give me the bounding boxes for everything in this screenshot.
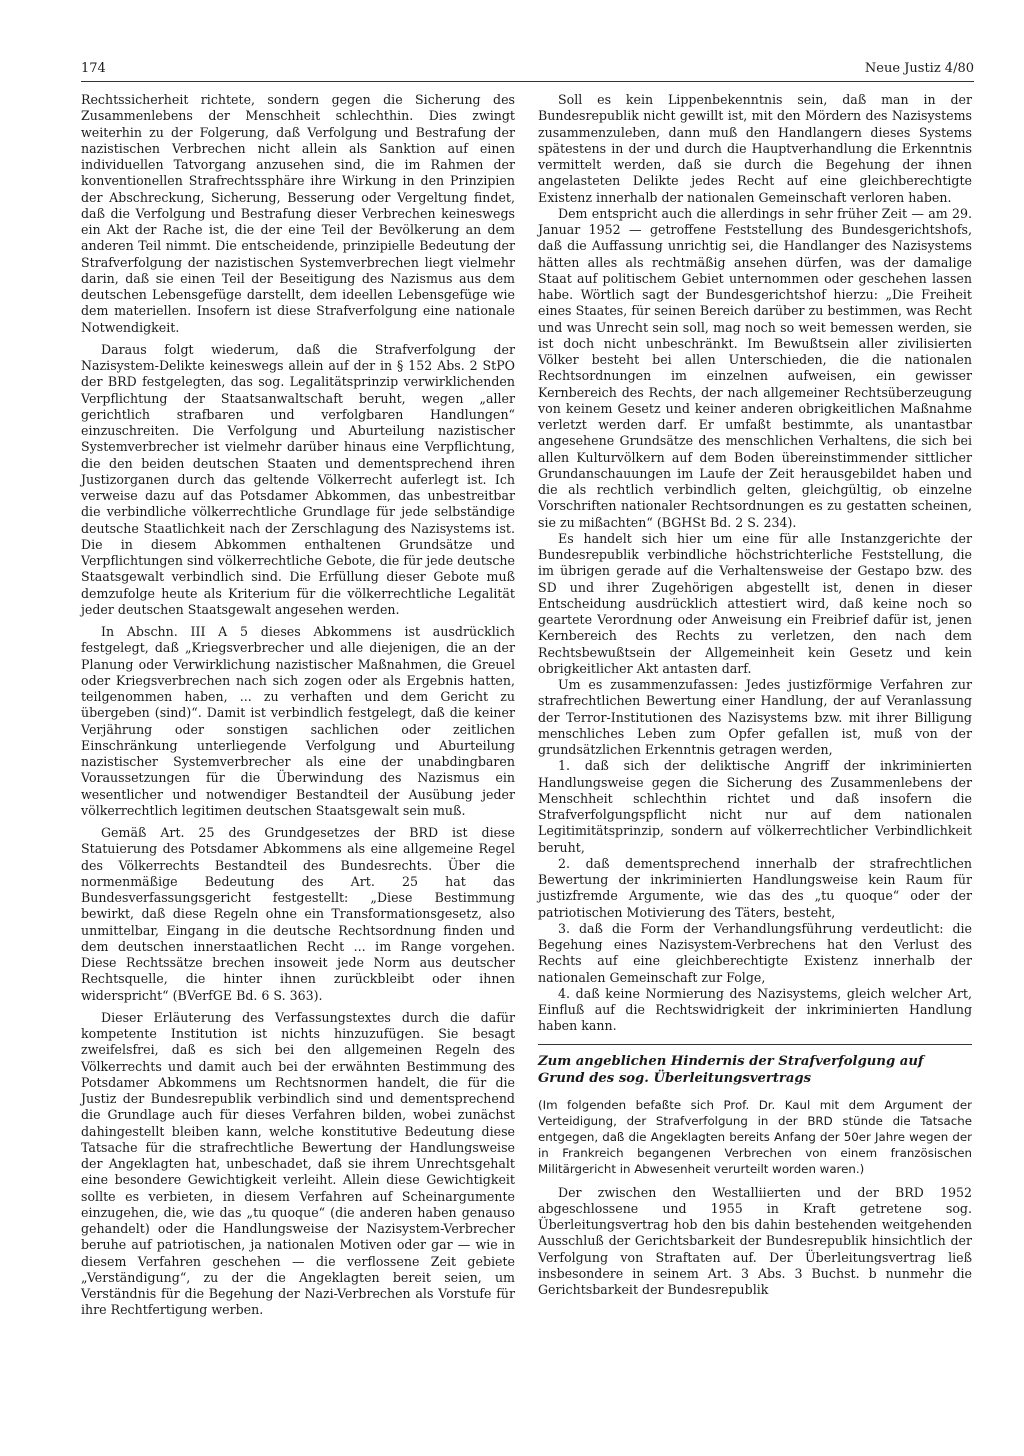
page-header	[81, 61, 974, 79]
body-paragraph: In Abschn. III A 5 dieses Abkommens ist ausdrücklich festgelegt, daß „Kriegsverbrecher und alle diejenigen, die an der Planung oder Verwirklichung nazistischer Maßnahmen, die Greuel oder Kriegsverbrechen nach sich zogen oder als Ergebnis hatten, teilgenommen haben, ... zu verhaften und dem Gericht zu übergeben (sind)“. Damit ist verbindlich festgelegt, daß die keiner Verjährung oder sonstigen sachlichen oder zeitlichen Einschränkung unterliegende Verfolgung und Aburteilung nazistischer Systemverbrecher als eine der unabdingbaren Voraussetzungen für die Überwindung des Nazismus ein wesentlicher und notwendiger Bestandteil der Ausübung jeder völkerrechtlich legitimen deutschen Staatsgewalt sein muß.	[81, 624, 515, 818]
body-paragraph: Dieser Erläuterung des Verfassungstextes durch die dafür kompetente Institution ist nichts hinzuzufügen. Sie besagt zweifelsfrei, daß es sich bei den allgemeinen Regeln des Völkerrechts und damit auch bei der erwähnten Bestimmung des Potsdamer Abkommens um Rechtsnormen handelt, die für die Justiz der Bundesrepublik verbindlich sind und dementsprechend die Grundlage auch für dieses Verfahren bilden, wobei zunächst dahingestellt bleiben kann, welche konstitutive Bedeutung diese Tatsache für die strafrechtliche Bewertung der Handlungsweise der Angeklagten hat, unbeschadet, daß sie ihrem Unrechtsgehalt eine besondere Gewichtigkeit verleiht. Allein diese Gewichtigkeit sollte es verbieten, in diesem Verfahren auf Scheinargumente einzugehen, die, wie das „tu quoque“ (die anderen haben genauso gehandelt) oder die Handlungsweise der Nazisystem-Verbrecher beruhe auf patriotischen, ja nationalen Motiven oder gar — wie in diesem Verfahren geschehen — die verflossene Zeit gebiete „Verständigung“, zu der die Angeklagten bereit seien, um Verständnis für die Begehung der Nazi-Verbrechen als Vorstufe für ihre Rechtfertigung werben.	[81, 1009, 515, 1318]
body-paragraph: Um es zusammenzufassen: Jedes justizförmige Verfahren zur strafrechtlichen Bewertung einer Handlung, der auf Veranlassung der Terror-Institutionen des Nazisystems bzw. mit ihrer Billigung menschliches Leben zum Opfer gefallen ist, muß von der grundsätzlichen Erkenntnis getragen werden,	[538, 677, 972, 757]
body-paragraph: Es handelt sich hier um eine für alle Instanzgerichte der Bundesrepublik verbindliche höchstrichterliche Feststellung, die im übrigen gerade auf die Verhaltensweise der Gestapo bzw. des SD und ihrer Zugehörigen abgestellt ist, denen in dieser Entscheidung ausdrücklich attestiert wird, daß keine noch so geartete Verordnung oder Anweisung ein Freibrief dafür ist, jenen Kernbereich des Rechts zu verletzen, den nach dem Rechtsbewußtsein der Allgemeinheit kein Gesetz und kein obrigkeitlicher Akt antasten darf.	[538, 530, 972, 676]
summary-list-item: 2. daß dementsprechend innerhalb der strafrechtlichen Bewertung der inkriminierten Handlungsweise kein Raum für justizfremde Argumente, wie das des „tu quoque“ oder der patriotischen Motivierung des Täters, besteht,	[538, 855, 972, 920]
section-intro-note: (Im folgenden befaßte sich Prof. Dr. Kaul mit dem Argument der Verteidigung, der Strafverfolgung in der BRD stünde die Tatsache entgegen, daß die Angeklagten bereits Anfang der 50er Jahre wegen der in Frankreich begangenen Verbrechen von einem französischen Militärgericht in Abwesenheit verurteilt worden waren.)	[538, 1097, 972, 1177]
body-paragraph: Der zwischen den Westalliierten und der BRD 1952 abgeschlossene und 1955 in Kraft getretene sog. Überleitungsvertrag hob den bis dahin bestehenden weitgehenden Ausschluß der Gerichtsbarkeit der Bundesrepublik hinsichtlich der Verfolgung von Straftaten auf. Der Überleitungsvertrag ließ insbesondere in seinem Art. 3 Abs. 3 Buchst. b nunmehr die Gerichtsbarkeit der Bundesrepublik	[538, 1184, 972, 1298]
summary-list-item: 3. daß die Form der Verhandlungsführung verdeutlicht: die Begehung eines Nazisystem-Verbrechens hat den Verlust des Rechts auf eine gleichberechtigte Existenz innerhalb der nationalen Gemeinschaft zur Folge,	[538, 920, 972, 985]
header-rule	[81, 81, 974, 82]
summary-list-item: 4. daß keine Normierung des Nazisystems, gleich welcher Art, Einfluß auf die Rechtswidrigkeit der inkriminierten Handlung haben kann.	[538, 985, 972, 1034]
body-paragraph: Gemäß Art. 25 des Grundgesetzes der BRD ist diese Statuierung des Potsdamer Abkommens als eine allgemeine Regel des Völkerrechts Bestandteil des Bundesrechts. Über die normenmäßige Bedeutung des Art. 25 hat das Bundesverfassungsgericht festgestellt: „Diese Bestimmung bewirkt, daß diese Regeln ohne ein Transformationsgesetz, also unmittelbar, Eingang in die deutsche Rechtsordnung finden und dem deutschen innerstaatlichen Recht ... im Range vorgehen. Diese Rechtssätze brechen insoweit jede Norm aus deutscher Rechtsquelle, die hinter ihnen zurückbleibt oder ihnen widerspricht“ (BVerfGE Bd. 6 S. 363).	[81, 825, 515, 1003]
summary-list-item: 1. daß sich der deliktische Angriff der inkriminierten Handlungsweise gegen die Sicherung des Zusammenlebens der Menschheit schlechthin richtet und daß insofern die Strafverfolgungspflicht nicht nur auf dem nationalen Legitimitätsprinzip, sondern auf völkerrechtlicher Verbindlichkeit beruht,	[538, 758, 972, 855]
section-heading: Zum angeblichen Hindernis der Strafverfolgung auf Grund des sog. Überleitungsvertrags	[538, 1053, 924, 1086]
body-paragraph: Dem entspricht auch die allerdings in sehr früher Zeit — am 29. Januar 1952 — getroffene Feststellung des Bundesgerichtshofs, daß die Auffassung unrichtig sei, die Handlanger des Nazisystems hätten alles als rechtmäßig ansehen dürfen, was der damalige Staat auf politischem Gebiet unternommen oder geschehen lassen habe. Wörtlich sagt der Bundesgerichtshof hierzu: „Die Freiheit eines Staates, für seinen Bereich darüber zu bestimmen, was Recht und was Unrecht sein soll, mag noch so weit bemessen werden, sie ist doch nicht unbeschränkt. Im Bewußtsein aller zivilisierten Völker besteht bei allen Unterschieden, die die nationalen Rechtsordnungen im einzelnen aufweisen, ein gewisser Kernbereich des Rechts, der nach allgemeiner Rechtsüberzeugung von keinem Gesetz und keiner anderen obrigkeitlichen Maßnahme verletzt werden darf. Er umfaßt bestimmte, als unantastbar angesehene Grundsätze des menschlichen Verhaltens, die sich bei allen Kulturvölkern auf dem Boden übereinstimmender sittlicher Grundanschauungen im Laufe der Zeit herausgebildet haben und die als rechtlich verbindlich gelten, gleichgültig, ob einzelne Vorschriften nationaler Rechtsordnungen es zu gestatten scheinen, sie zu mißachten“ (BGHSt Bd. 2 S. 234).	[538, 205, 972, 530]
body-paragraph: Daraus folgt wiederum, daß die Strafverfolgung der Nazisystem-Delikte keineswegs allein auf der in § 152 Abs. 2 StPO der BRD festgelegten, das sog. Legalitätsprinzip verwirklichenden Verpflichtung der Staatsanwaltschaft beruht, wegen „aller gerichtlich strafbaren und verfolgbaren Handlungen“ einzuschreiten. Die Verfolgung und Aburteilung nazistischer Systemverbrecher ist vielmehr darüber hinaus eine Verpflichtung, die den beiden deutschen Staaten und dementsprechend ihren Justizorganen durch das geltende Völkerrecht auferlegt ist. Ich verweise dazu auf das Potsdamer Abkommen, das unbestreitbar die verbindliche völkerrechtliche Grundlage für jede selbständige deutsche Staatlichkeit nach der Zerschlagung des Nazisystems ist. Die in diesem Abkommen enthaltenen Grundsätze und Verpflichtungen sind völkerrechtliche Gebote, die für jede deutsche Staatsgewalt verbindlich sind. Die Erfüllung dieser Gebote muß demzufolge heute als Kriterium für die völkerrechtliche Legalität jeder deutschen Staatsgewalt angesehen werden.	[81, 341, 515, 617]
body-paragraph: Rechtssicherheit richtete, sondern gegen die Sicherung des Zusammenlebens der Menschheit schlechthin. Dies zwingt weiterhin zu der Folgerung, daß Verfolgung und Bestrafung der nazistischen Verbrechen nicht allein als Sanktion auf einen individuellen Tatvorgang anzusehen sind, die im Rahmen der konventionellen Strafrechtssphäre ihre Wirkung in den Prinzipien der Abschreckung, Sicherung, Besserung oder Vergeltung findet, daß die Verfolgung und Bestrafung dieser Verbrechen keineswegs ein Akt der Rache ist, die der eine Teil der Bevölkerung an dem anderen Teil nimmt. Die entscheidende, prinzipielle Bedeutung der Strafverfolgung der nazistischen Systemverbrechen liegt vielmehr darin, daß sie einen Teil der Beseitigung des Nazismus aus dem deutschen Lebensgefüge darstellt, dem ideellen Lebensgefüge wie dem materiellen. Insofern ist diese Strafverfolgung eine nationale Notwendigkeit.	[81, 92, 515, 335]
section-divider	[538, 1044, 972, 1045]
left-column	[81, 92, 515, 1319]
body-paragraph: Soll es kein Lippenbekenntnis sein, daß man in der Bundesrepublik nicht gewillt ist, mit den Mördern des Nazisystems zusammenzuleben, dann muß den Handlangern dieses Systems spätestens in der und durch die Hauptverhandlung die Erkenntnis vermittelt werden, daß sie durch die Begehung der ihnen angelasteten Delikte jedes Recht auf eine gleichberechtigte Existenz innerhalb der nationalen Gemeinschaft verloren haben.	[538, 92, 972, 205]
page-number: 174	[81, 61, 106, 76]
journal-title: Neue Justiz 4/80	[864, 61, 974, 76]
right-column	[538, 92, 972, 1298]
